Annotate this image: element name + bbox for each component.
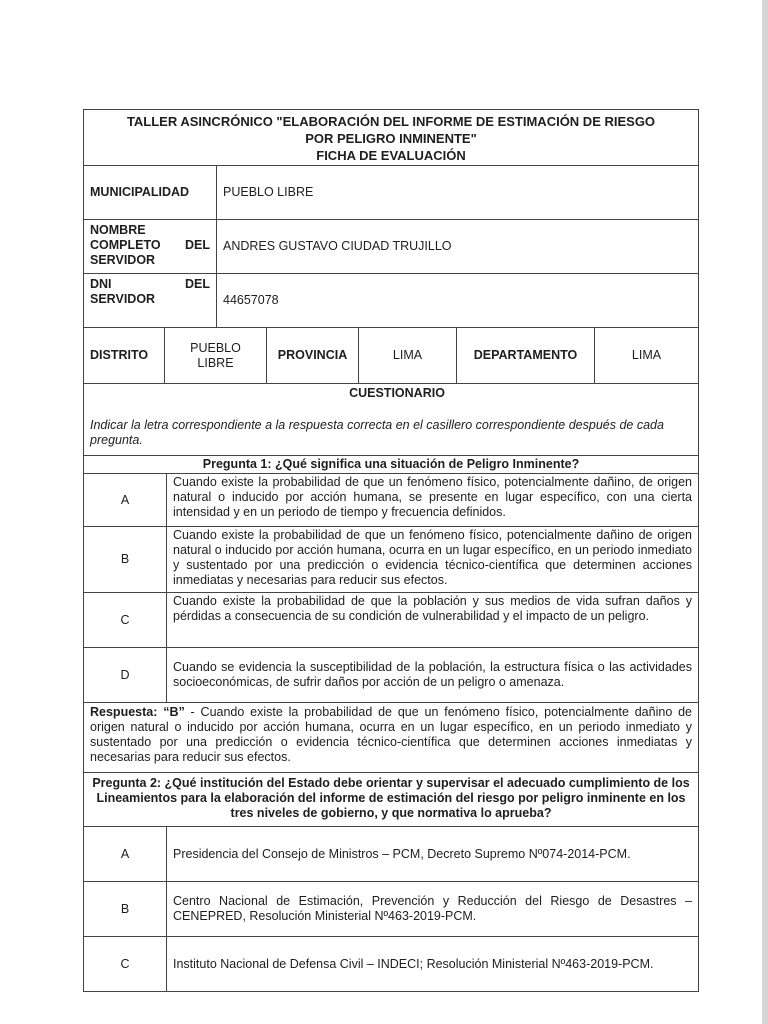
provincia-value: LIMA bbox=[359, 328, 457, 383]
dni-row bbox=[84, 274, 698, 328]
cuestionario-section bbox=[84, 384, 698, 456]
cuestionario-instruction: Indicar la letra correspondiente a la respuesta correcta en el casillero correspondiente después de cada pregunta. bbox=[90, 418, 664, 447]
municipalidad-label: MUNICIPALIDAD bbox=[84, 166, 217, 219]
dni-label-line-2: SERVIDOR bbox=[90, 292, 156, 306]
p2-option-b bbox=[84, 882, 698, 937]
pregunta-1-row bbox=[84, 456, 698, 474]
provincia-label: PROVINCIA bbox=[267, 328, 359, 383]
p1-option-c-text: Cuando existe la probabilidad de que la población y sus medios de vida sufran daños y pérdidas a consecuencia de su condición de vulnerabilidad y el impacto de un peligro. bbox=[173, 594, 692, 623]
p1-option-c-letter: C bbox=[84, 593, 167, 647]
departamento-label: DEPARTAMENTO bbox=[457, 328, 595, 383]
p2-option-b-letter: B bbox=[84, 882, 167, 936]
form-title-line-1: TALLER ASINCRÓNICO "ELABORACIÓN DEL INFORME DE ESTIMACIÓN DE RIESGO bbox=[126, 114, 656, 129]
form-title bbox=[84, 110, 698, 165]
p2-option-b-text: Centro Nacional de Estimación, Prevención y Reducción del Riesgo de Desastres – CENEPRED, Resolución Ministerial Nº463-2019-PCM. bbox=[173, 894, 692, 923]
municipalidad-row bbox=[84, 166, 698, 220]
p1-answer-label: Respuesta: “B” bbox=[90, 705, 185, 719]
location-row bbox=[84, 328, 698, 384]
dni-label-line-1 bbox=[90, 277, 210, 292]
pregunta-2-row bbox=[84, 773, 698, 827]
p1-option-a bbox=[84, 474, 698, 527]
p1-option-b-letter: B bbox=[84, 527, 167, 592]
dni-label-dni: DNI bbox=[90, 277, 112, 291]
cuestionario-title: CUESTIONARIO bbox=[349, 386, 445, 400]
nombre-label-line-2 bbox=[90, 238, 210, 253]
p2-option-a-text: Presidencia del Consejo de Ministros – PCM, Decreto Supremo Nº074-2014-PCM. bbox=[173, 846, 631, 861]
p2-option-a-letter: A bbox=[84, 827, 167, 881]
distrito-value-line-1: PUEBLO bbox=[190, 340, 241, 355]
nombre-label-del: DEL bbox=[185, 238, 210, 252]
p2-option-c-letter: C bbox=[84, 937, 167, 991]
p1-answer-row bbox=[84, 703, 698, 773]
form-title-line-3: FICHA DE EVALUACIÓN bbox=[316, 148, 466, 163]
p1-answer bbox=[84, 703, 698, 772]
nombre-row bbox=[84, 220, 698, 274]
dni-label-del: DEL bbox=[185, 277, 210, 291]
p2-option-c bbox=[84, 937, 698, 991]
p2-option-a bbox=[84, 827, 698, 882]
nombre-label-line-3: SERVIDOR bbox=[90, 253, 156, 267]
p1-option-d-letter: D bbox=[84, 648, 167, 702]
pregunta-2-text: Pregunta 2: ¿Qué institución del Estado debe orientar y supervisar el adecuado cumplimiento de los Lineamientos para la elaboración del informe de estimación del riesgo por peligro inminente en los tres niveles de gobierno, y que normativa lo aprueba? bbox=[92, 776, 690, 820]
p1-option-b-text: Cuando existe la probabilidad de que un fenómeno físico, potencialmente dañino de origen natural o inducido por acción humana, ocurra en un lugar específico, en un periodo inmediato y sustentado por una predicción o evidencia técnico-científica que determinen acciones inmediatas y necesarias para reducir sus efectos. bbox=[173, 528, 692, 587]
p1-answer-text: - Cuando existe la probabilidad de que un fenómeno físico, potencialmente dañino de origen natural o inducido por acción humana, ocurra en un lugar específico, en un periodo inmediato y sustentado por una predicción o evidencia técnico-científica que determinen acciones inmediatas y necesarias para reducir sus efectos. bbox=[90, 705, 692, 764]
form-header bbox=[84, 110, 698, 166]
p1-option-c bbox=[84, 593, 698, 648]
pregunta-1-text: Pregunta 1: ¿Qué significa una situación de Peligro Inminente? bbox=[202, 457, 580, 471]
distrito-value-line-2: LIBRE bbox=[197, 355, 234, 370]
dni-value: 44657078 bbox=[223, 293, 279, 307]
nombre-label bbox=[84, 220, 217, 273]
municipalidad-value: PUEBLO LIBRE bbox=[223, 185, 314, 199]
distrito-value bbox=[165, 328, 267, 383]
p1-option-a-text: Cuando existe la probabilidad de que un fenómeno físico, potencialmente dañino, de origen natural o inducido por acción humana, se presente en lugar específico, con una cierta intensidad y en un periodo de tiempo y frecuencia definidos. bbox=[173, 475, 692, 519]
departamento-value: LIMA bbox=[631, 348, 662, 362]
nombre-label-line-1: NOMBRE bbox=[90, 223, 146, 237]
nombre-label-completo: COMPLETO bbox=[90, 238, 161, 252]
p1-option-a-letter: A bbox=[84, 474, 167, 526]
form-title-line-2: POR PELIGRO INMINENTE" bbox=[305, 131, 477, 146]
p1-option-d bbox=[84, 648, 698, 703]
p1-option-d-text: Cuando se evidencia la susceptibilidad de la población, la estructura física o las actividades socioeconómicas, de sufrir daños por acción de un peligro o amenaza. bbox=[173, 660, 692, 689]
p1-option-b bbox=[84, 527, 698, 593]
dni-label bbox=[84, 274, 217, 327]
distrito-label: DISTRITO bbox=[84, 328, 165, 383]
nombre-value: ANDRES GUSTAVO CIUDAD TRUJILLO bbox=[223, 239, 452, 253]
scan-page-edge bbox=[762, 0, 768, 1024]
evaluation-form bbox=[83, 109, 699, 992]
p2-option-c-text: Instituto Nacional de Defensa Civil – INDECI; Resolución Ministerial Nº463-2019-PCM. bbox=[173, 956, 654, 971]
